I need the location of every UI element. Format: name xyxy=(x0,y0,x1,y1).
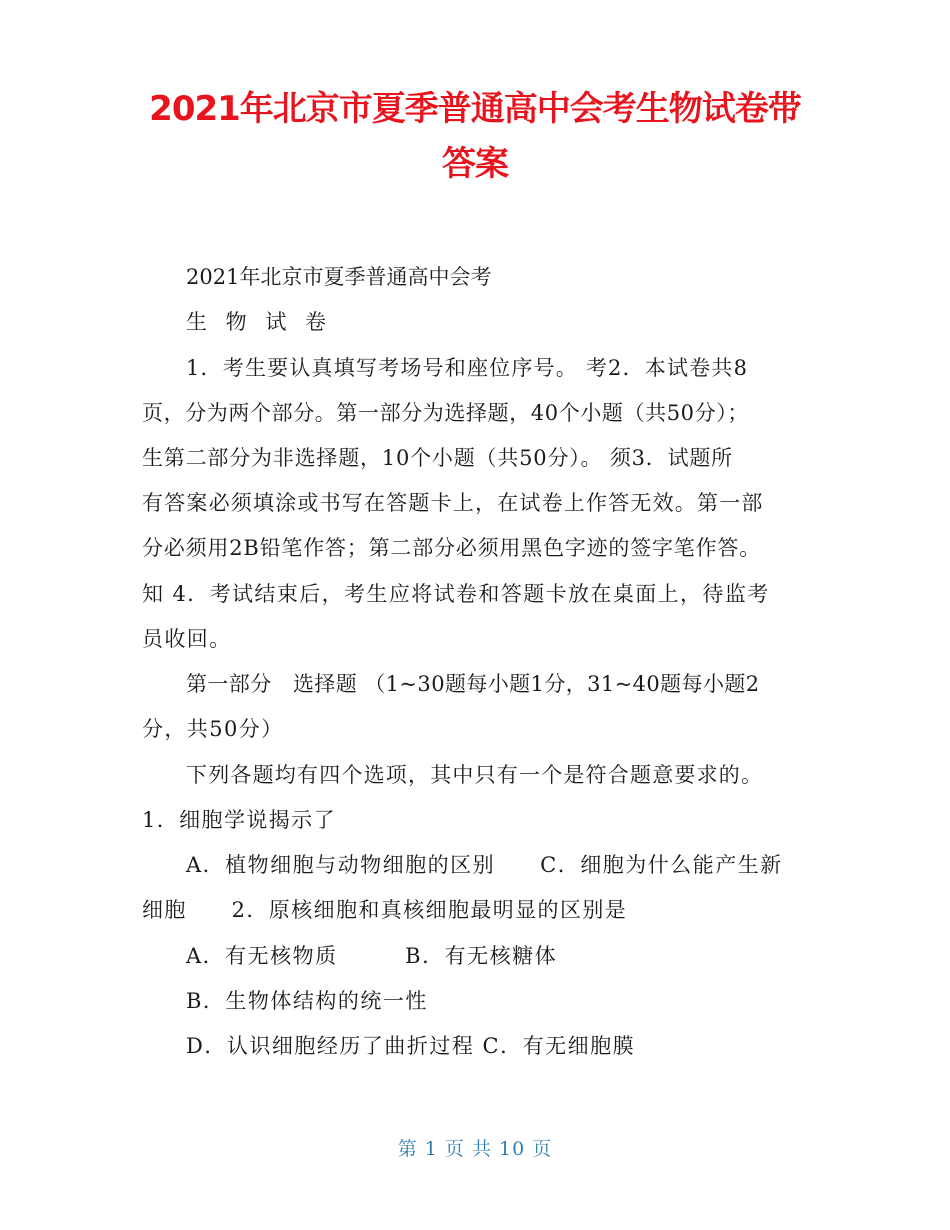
instruction-line: 生第二部分为非选择题，10个小题（共50分）。 须3．试题所 xyxy=(142,446,733,470)
document-title-line-1: 2021年北京市夏季普通高中会考生物试卷带 xyxy=(149,89,801,129)
instruction-line: 有答案必须填涂或书写在答题卡上，在试卷上作答无效。第一部 xyxy=(142,491,764,515)
page-footer: 第 1 页 共 10 页 xyxy=(397,1138,553,1160)
question-option: B．生物体结构的统一性 xyxy=(186,989,428,1013)
instruction-line: 知 4．考试结束后，考生应将试卷和答题卡放在桌面上，待监考 xyxy=(142,582,770,606)
subject-heading: 生 物 试 卷 xyxy=(186,310,333,334)
question-option: D．认识细胞经历了曲折过程 C．有无细胞膜 xyxy=(186,1034,636,1058)
question-option: A．植物细胞与动物细胞的区别 C．细胞为什么能产生新 xyxy=(186,853,783,877)
instruction-line: 页，分为两个部分。第一部分为选择题，40个小题（共50分）； xyxy=(142,401,749,425)
section-heading-cont: 分，共50分） xyxy=(142,717,284,741)
instruction-line: 1．考生要认真填写考场号和座位序号。 考2．本试卷共8 xyxy=(186,356,749,380)
question-1: 1．细胞学说揭示了 xyxy=(142,808,336,832)
question-option: 细胞 2．原核细胞和真核细胞最明显的区别是 xyxy=(142,898,628,922)
section-heading: 第一部分 选择题 （1~30题每小题1分，31~40题每小题2 xyxy=(186,672,760,696)
instruction-line: 分必须用2B铅笔作答；第二部分必须用黑色字迹的签字笔作答。 xyxy=(142,536,761,560)
section-instruction: 下列各题均有四个选项，其中只有一个是符合题意要求的。 xyxy=(186,763,764,787)
exam-heading: 2021年北京市夏季普通高中会考 xyxy=(186,265,492,289)
document-title-line-2: 答案 xyxy=(442,144,508,184)
question-option: A．有无核物质 B．有无核糖体 xyxy=(186,944,558,968)
instruction-line: 员收回。 xyxy=(142,627,232,651)
